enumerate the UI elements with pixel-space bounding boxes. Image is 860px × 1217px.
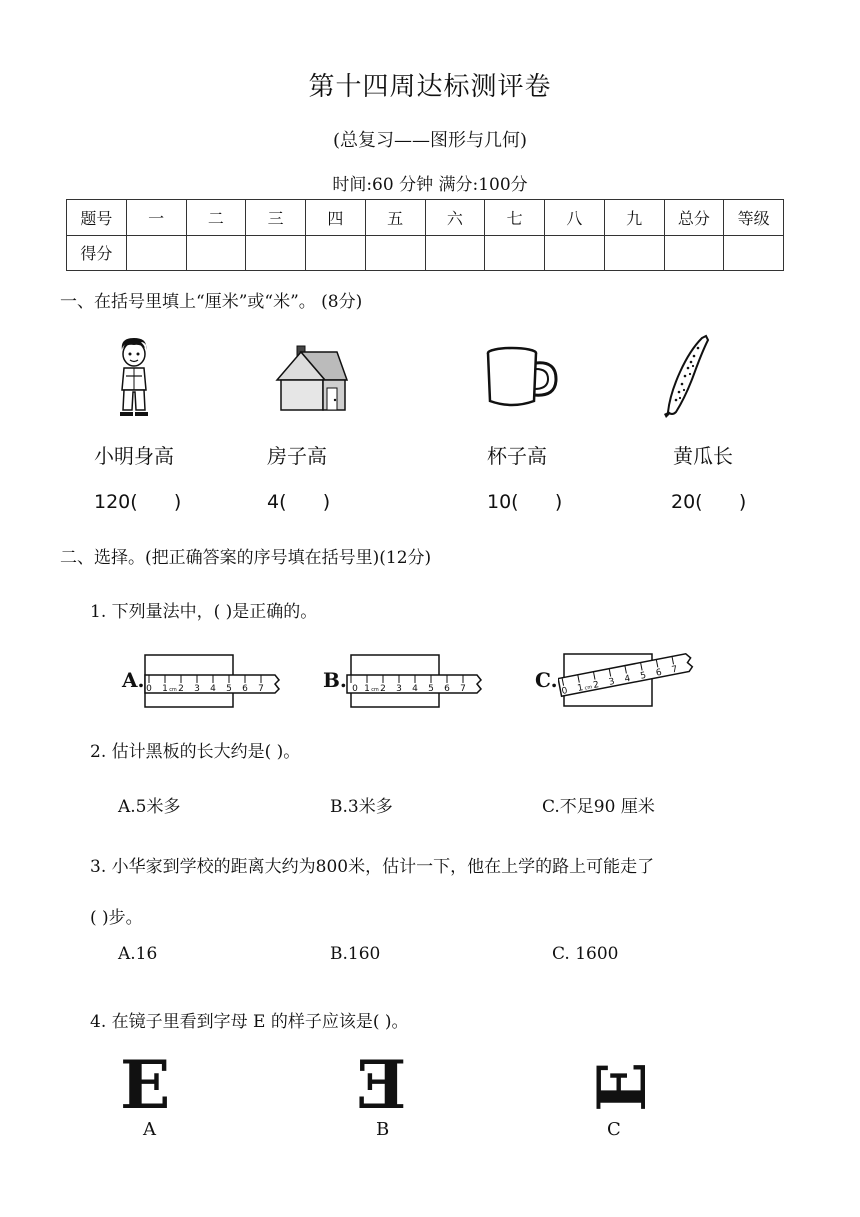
score-cell: 题号 <box>67 200 127 236</box>
question-4: 4. 在镜子里看到字母 E 的样子应该是( )。 <box>90 1012 409 1032</box>
ruler-tick-label: cm <box>371 687 379 693</box>
option-a: A.5米多 <box>118 797 181 817</box>
score-input-cell[interactable] <box>604 235 664 271</box>
section2-heading: 二、选择。(把正确答案的序号填在括号里)(12分) <box>60 548 432 568</box>
ruler-tick-label: 2 <box>592 679 600 691</box>
score-row-label: 得分 <box>67 235 127 271</box>
score-cell: 七 <box>485 200 545 236</box>
option-c: C. 1600 <box>552 944 619 964</box>
score-cell: 一 <box>126 200 186 236</box>
score-cell: 五 <box>365 200 425 236</box>
score-input-cell[interactable] <box>365 235 425 271</box>
letter-e-rotated: E <box>583 1061 661 1112</box>
score-table-score-row <box>67 235 784 271</box>
ruler-tick-label: 1 <box>364 684 370 694</box>
boy-icon <box>112 336 156 418</box>
score-input-cell[interactable] <box>485 235 545 271</box>
ruler-tick-label: 0 <box>146 684 152 694</box>
question-3: 3. 小华家到学校的距离大约为800米，估计一下，他在上学的路上可能走了 <box>90 857 655 877</box>
ruler-tick-label: 7 <box>670 664 679 676</box>
answer-blank[interactable]: 4( ) <box>267 491 331 513</box>
answer-blank[interactable]: 120( ) <box>94 491 182 513</box>
ruler-tick-label: 7 <box>258 684 264 694</box>
score-cell: 八 <box>545 200 605 236</box>
ruler-tick-label: 6 <box>444 684 450 694</box>
score-cell: 总分 <box>664 200 724 236</box>
page-subtitle: (总复习——图形与几何) <box>332 130 528 151</box>
option-c-caption: C <box>607 1119 621 1140</box>
score-cell: 九 <box>604 200 664 236</box>
ruler-tick-label: 0 <box>352 684 358 694</box>
question-1: 1. 下列量法中，( )是正确的。 <box>90 602 318 622</box>
ruler-tick-label: 5 <box>639 670 648 682</box>
ruler-tick-label: 6 <box>242 684 248 694</box>
score-cell: 二 <box>186 200 246 236</box>
ruler-tick-label: 5 <box>428 684 434 694</box>
ruler-tick-label: 1 <box>162 684 168 694</box>
option-b-label: B. <box>323 668 347 692</box>
question-2: 2. 估计黑板的长大约是( )。 <box>90 742 301 762</box>
letter-e-normal: E <box>120 1046 171 1124</box>
option-a-label: A. <box>122 668 145 692</box>
ruler-tick-label: 4 <box>623 673 632 685</box>
ruler-tick-label: 5 <box>226 684 232 694</box>
question-3-line2: ( )步。 <box>90 908 143 928</box>
ruler-option-a <box>143 653 285 709</box>
ruler-option-c <box>558 640 700 712</box>
letter-e-mirrored: E <box>356 1046 407 1124</box>
ruler-tick-label: 0 <box>560 686 569 698</box>
score-cell: 等级 <box>724 200 784 236</box>
cup-icon <box>484 345 560 409</box>
option-b: B.160 <box>330 944 381 964</box>
section1-heading: 一、在括号里填上“厘米”或“米”。 (8分) <box>60 292 363 312</box>
ruler-option-b <box>345 653 487 709</box>
ruler-tick-label: 4 <box>210 684 216 694</box>
item-label: 杯子高 <box>487 444 547 468</box>
score-cell: 六 <box>425 200 485 236</box>
score-input-cell[interactable] <box>724 235 784 271</box>
answer-blank[interactable]: 10( ) <box>487 491 563 513</box>
time-info: 时间:60 分钟 满分:100分 <box>332 175 528 195</box>
score-input-cell[interactable] <box>545 235 605 271</box>
score-input-cell[interactable] <box>306 235 366 271</box>
score-cell: 四 <box>306 200 366 236</box>
ruler-tick-label: 6 <box>655 667 663 679</box>
house-icon <box>275 344 349 412</box>
cucumber-icon <box>658 334 714 418</box>
item-label: 小明身高 <box>94 444 174 468</box>
score-input-cell[interactable] <box>186 235 246 271</box>
ruler-tick-label: 7 <box>460 684 466 694</box>
ruler-tick-label: 2 <box>178 684 184 694</box>
score-input-cell[interactable] <box>425 235 485 271</box>
score-cell: 三 <box>246 200 306 236</box>
answer-blank[interactable]: 20( ) <box>671 491 747 513</box>
score-table <box>66 199 784 271</box>
option-b-caption: B <box>376 1119 390 1140</box>
score-input-cell[interactable] <box>664 235 724 271</box>
option-a: A.16 <box>118 944 158 964</box>
item-label: 黄瓜长 <box>673 444 733 468</box>
score-table-header-row <box>67 200 784 236</box>
option-a-caption: A <box>143 1119 156 1140</box>
ruler-tick-label: 3 <box>194 684 200 694</box>
option-b: B.3米多 <box>330 797 393 817</box>
item-label: 房子高 <box>267 444 327 468</box>
ruler-tick-label: 2 <box>380 684 386 694</box>
option-c: C.不足90 厘米 <box>542 797 655 817</box>
letter-e-rotated-wrap <box>585 1046 661 1122</box>
ruler-tick-label: 3 <box>396 684 402 694</box>
ruler-tick-label: cm <box>169 687 177 693</box>
page-title: 第十四周达标测评卷 <box>308 72 552 102</box>
ruler-tick-label: 1 <box>576 683 585 694</box>
score-input-cell[interactable] <box>246 235 306 271</box>
ruler-tick-label: 4 <box>412 684 418 694</box>
score-input-cell[interactable] <box>126 235 186 271</box>
ruler-tick-label: cm <box>584 684 593 692</box>
option-c-label: C. <box>535 668 558 692</box>
ruler-tick-label: 3 <box>608 676 616 688</box>
